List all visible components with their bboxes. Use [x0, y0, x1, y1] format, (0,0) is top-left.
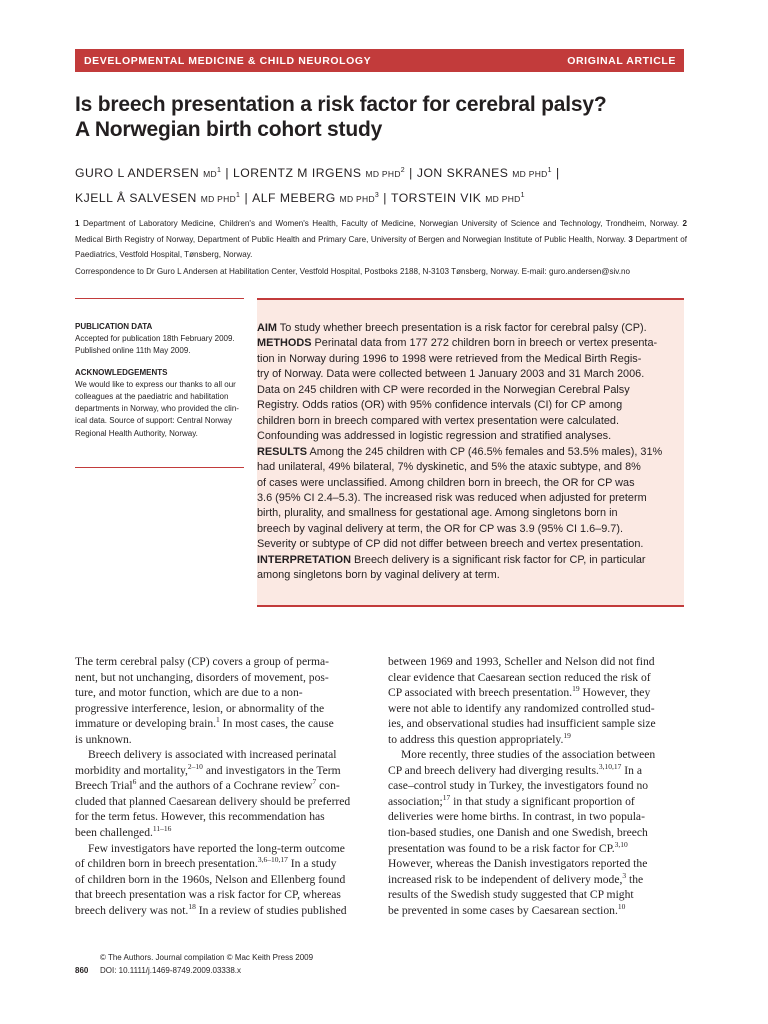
author-degree: MD PHD [365, 169, 401, 179]
publication-line: Accepted for publication 18th February 2009. [75, 334, 235, 343]
publication-sidebar [75, 298, 244, 468]
body-line: Breech delivery is associated with increased perinatal [88, 748, 337, 762]
correspondence: Correspondence to Dr Guro L Andersen at Habilitation Center, Vestfold Hospital, Postboks 2188, N-3103 Tønsberg, Norway. E-mail: guro.andersen@siv.no [75, 267, 630, 276]
affiliations [75, 216, 687, 263]
body-line: between 1969 and 1993, Scheller and Nelson did not find [388, 655, 655, 668]
abstract-line: tion in Norway during 1996 to 1998 were retrieved from the Medical Birth Regis- [257, 352, 642, 365]
body-line: for the term fetus. However, this recommendation has [75, 810, 325, 824]
abstract-label-methods: METHODS [257, 337, 312, 350]
copyright: © The Authors. Journal compilation © Mac Keith Press 2009 [100, 953, 314, 962]
abstract-line: INTERPRETATION Breech delivery is a significant risk factor for CP, in particular [257, 553, 646, 566]
citation-ref: 18 [188, 901, 196, 911]
abstract-line: of cases were unclassified. Among children born in breech, the OR for CP was [257, 476, 635, 489]
author-affiliation-ref: 2 [400, 167, 406, 174]
abstract-line: AIM To study whether breech presentation is a risk factor for cerebral palsy (CP). [257, 322, 647, 334]
body-line: More recently, three studies of the association between [401, 748, 656, 762]
acknowledgement-line: We would like to express our thanks to all our [75, 379, 236, 389]
body-column-right [388, 654, 685, 918]
author-affiliation-ref: 1 [547, 167, 552, 174]
body-line: cluded that planned Caesarean delivery should be preferred [75, 794, 351, 808]
citation-ref: 1 [216, 715, 220, 725]
abstract-label-interpretation: INTERPRETATION [257, 553, 351, 566]
author-degree: MD [203, 169, 217, 179]
body-line: to address this question appropriately.$^{19}$ [388, 730, 571, 746]
body-line: Few investigators have reported the long-term outcome [88, 841, 345, 855]
body-line: case–control study in Turkey, the investigators found no [388, 779, 649, 793]
affiliation-text: Department of Paediatrics, Vestfold Hospital, Tønsberg, Norway. [75, 234, 687, 259]
body-line: Breech Trial$^6$ and the authors of a Cochrane review$^7$ con- [75, 777, 340, 793]
abstract-line: breech by vaginal delivery at term, the OR for CP was 3.9 (95% CI 1.6–9.7). [257, 522, 624, 535]
author-degree: MD PHD [485, 194, 521, 204]
page-footer [75, 951, 375, 977]
citation-ref: 3,6–10,17 [257, 855, 288, 865]
affiliation-text: Department of Laboratory Medicine, Children's and Women's Health, Faculty of Medicine, Norwegian University of Science and Technology, Trondheim, Norway. [79, 219, 683, 228]
acknowledgement-line: colleagues at the paediatric and habilitation [75, 391, 229, 401]
author-degree: MD PHD [200, 194, 237, 204]
citation-ref: 10 [617, 901, 626, 911]
body-line: been challenged.$^{11-16}$ [75, 824, 172, 840]
body-line: presentation was found to be a risk factor for CP.$^{3,10}$ [388, 839, 628, 855]
author-affiliation-ref: 1 [236, 192, 241, 199]
author-name: TORSTEIN VIK [390, 191, 482, 205]
author-name: ALF MEBERG [252, 191, 336, 205]
author-degree: MD PHD [512, 169, 548, 179]
body-line: association;$^{17}$ in that study a significant proportion of [388, 792, 635, 808]
author-affiliation-ref: 1 [216, 167, 222, 174]
publication-data-heading: PUBLICATION DATA [75, 322, 153, 331]
author-line-2: KJELL Å SALVESEN MD PHD$^1$ | ALF MEBERG MD PHD$^3$ | TORSTEIN VIK MD PHD$^1$ [75, 191, 526, 205]
abstract-line: Confounding was addressed in logistic regression and stratified analyses. [257, 430, 612, 443]
body-line: progressive interference, lesion, or abnormality of the [75, 701, 325, 715]
abstract-label-results: RESULTS [257, 445, 308, 458]
page-number: 860 [75, 966, 89, 975]
body-line: CP associated with breech presentation.$^{19}$ However, they [388, 684, 651, 700]
body-line: of children born in breech presentation.$^{3,6-10,17}$ In a study [75, 855, 337, 871]
body-line: The term cerebral palsy (CP) covers a group of perma- [75, 655, 329, 668]
body-line: were not able to identify any randomized controlled stud- [388, 701, 655, 715]
citation-ref: 17 [442, 792, 451, 802]
body-line: that breech presentation was a risk factor for CP, whereas [75, 888, 341, 902]
abstract-line: 3.6 (95% CI 2.4–5.3). The increased risk was reduced when adjusted for preterm [257, 491, 647, 504]
affiliation-text: Medical Birth Registry of Norway, Department of Public Health and Primary Care, University of Bergen and Norwegian Institute of Public Health, Norway. [75, 234, 629, 244]
journal-name: DEVELOPMENTAL MEDICINE & CHILD NEUROLOGY [84, 54, 372, 67]
acknowledgement-line: Regional Health Authority, Norway. [75, 428, 198, 438]
abstract-line: METHODS Perinatal data from 177 272 children born in breech or vertex presenta- [257, 337, 658, 350]
body-line: CP and breech delivery had diverging results.$^{3,10,17}$ In a [388, 761, 642, 777]
publication-line: Published online 11th May 2009. [75, 346, 191, 356]
body-line: However, whereas the Danish investigators reported the [388, 857, 648, 871]
affiliation-number: 3 [628, 234, 633, 244]
citation-ref: 3 [622, 870, 627, 880]
author-list [75, 160, 695, 210]
abstract-line: RESULTS Among the 245 children with CP (46.5% females and 53.5% males), 31% [257, 445, 663, 458]
title-line-2: A Norwegian birth cohort study [75, 118, 383, 141]
abstract-line: Registry. Odds ratios (OR) with 95% confidence intervals (CI) for CP among [257, 399, 623, 412]
author-degree: MD PHD [339, 194, 375, 204]
citation-ref: 3,10 [614, 839, 628, 849]
citation-ref: 19 [572, 684, 580, 694]
body-line: be prevented in some cases by Caesarean section.$^{10}$ [388, 901, 626, 917]
body-line: clear evidence that Caesarean section reduced the risk of [388, 670, 651, 684]
acknowledgement-line: ical data. Source of support: Central Norway [75, 416, 232, 426]
author-affiliation-ref: 3 [374, 192, 380, 199]
author-line-1: GURO L ANDERSEN $MD^1$ | LORENTZ M IRGENS MD PHD$^2$ | JON SKRANES MD PHD$^1$ | [75, 166, 560, 180]
article-title [75, 92, 685, 142]
article-type: ORIGINAL ARTICLE [567, 54, 676, 67]
affiliation-number: 2 [682, 219, 687, 228]
body-line: ies, and observational studies had insufficient sample size [388, 717, 656, 731]
body-line: is unknown. [75, 732, 132, 746]
abstract-box [257, 298, 684, 607]
body-line: tion-based studies, one Danish and one Swedish, breech [388, 826, 648, 840]
body-line: results of the Swedish study suggested that CP might [388, 888, 634, 902]
journal-banner [75, 49, 684, 72]
body-line: increased risk to be independent of delivery mode,$^3$ the [388, 870, 644, 886]
body-line: morbidity and mortality,$^{2-10}$ and investigators in the Term [75, 761, 341, 777]
citation-ref: 3,10,17 [598, 761, 622, 771]
abstract-line: children born in breech compared with vertex presentation were calculated. [257, 414, 620, 427]
abstract-line: had unilateral, 49% bilateral, 7% dyskinetic, and 5% the ataxic subtype, and 8% [257, 461, 641, 474]
author-affiliation-ref: 1 [520, 192, 526, 199]
abstract-line: among singletons born by vaginal delivery at term. [257, 569, 500, 582]
abstract-line: try of Norway. Data were collected between 1 January 2003 and 31 March 2006. [257, 368, 645, 381]
title-line-1: Is breech presentation a risk factor for cerebral palsy? [75, 93, 607, 116]
body-line: of children born in the 1960s, Nelson and Ellenberg found [75, 872, 346, 886]
body-line: ture, and motor function, which are due to a non- [75, 686, 303, 700]
doi: DOI: 10.1111/j.1469-8749.2009.03338.x [100, 966, 241, 975]
abstract-label-aim: AIM [257, 322, 277, 334]
author-name: GURO L ANDERSEN [75, 166, 200, 180]
acknowledgement-line: departments in Norway, who provided the clin- [75, 404, 239, 414]
author-name: LORENTZ M IRGENS [233, 166, 362, 180]
acknowledgements-heading: ACKNOWLEDGEMENTS [75, 367, 168, 377]
citation-ref: 6 [132, 777, 137, 787]
citation-ref: 7 [312, 777, 317, 787]
citation-ref: 2–10 [187, 761, 203, 771]
body-column-left [75, 654, 371, 918]
author-name: JON SKRANES [416, 166, 509, 180]
body-line: breech delivery was not.$^{18}$ In a review of studies published [75, 901, 347, 917]
citation-ref: 11–16 [152, 824, 172, 834]
body-line: deliveries were home births. In contrast, in two popula- [388, 810, 645, 824]
body-line: nent, but not unchanging, disorders of movement, pos- [75, 670, 329, 684]
abstract-line: birth, plurality, and smallness for gestational age. Among singletons born in [257, 507, 618, 520]
abstract-line: Severity or subtype of CP did not differ between breech and vertex presentation. [257, 538, 644, 551]
affiliation-number: 1 [75, 219, 80, 228]
citation-ref: 19 [563, 730, 571, 740]
author-name: KJELL Å SALVESEN [75, 191, 197, 205]
abstract-line: Data on 245 children with CP were recorded in the Norwegian Cerebral Palsy [257, 383, 630, 396]
body-line: immature or developing brain.$^1$ In most cases, the cause [75, 715, 334, 731]
